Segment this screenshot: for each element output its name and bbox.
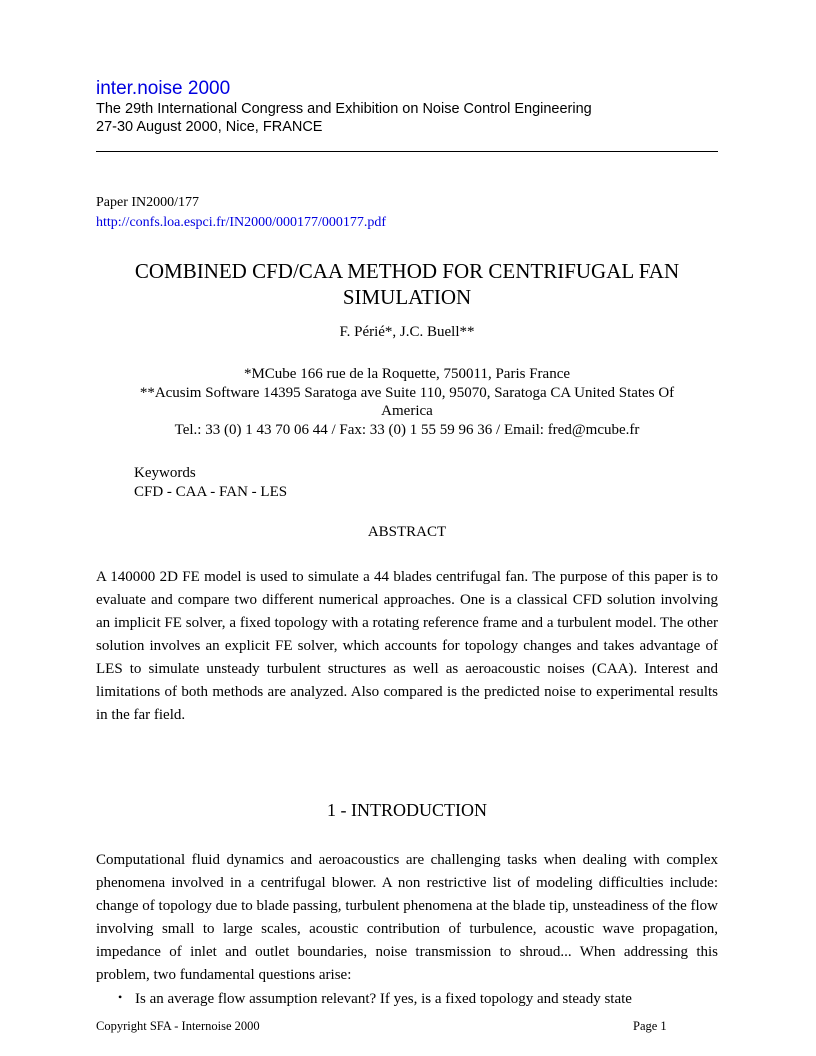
paper-title-line-1: COMBINED CFD/CAA METHOD FOR CENTRIFUGAL FAN	[134, 259, 680, 283]
affiliations	[96, 365, 718, 439]
conference-header	[96, 78, 718, 136]
affiliation-line: America	[381, 403, 433, 419]
bullet-text: Is an average flow assumption relevant? If yes, is a fixed topology and steady state	[135, 991, 632, 1007]
conference-name: inter.noise 2000	[96, 78, 231, 99]
paper-title-line-2: SIMULATION	[342, 285, 472, 309]
conference-full-title: The 29th International Congress and Exhibition on Noise Control Engineering	[96, 101, 592, 117]
conference-date-location: 27-30 August 2000, Nice, FRANCE	[96, 119, 323, 135]
footer-copyright: Copyright SFA - Internoise 2000	[96, 1019, 260, 1033]
footer-page-number: Page 1	[633, 1019, 667, 1033]
authors: F. Périé*, J.C. Buell**	[339, 324, 475, 340]
keywords-values: CFD - CAA - FAN - LES	[134, 483, 288, 500]
contact-line: Tel.: 33 (0) 1 43 70 06 44 / Fax: 33 (0) 1 55 59 96 36 / Email: fred@mcube.fr	[174, 421, 640, 438]
affiliation-line: *MCube 166 rue de la Roquette, 750011, Paris France	[243, 366, 571, 382]
affiliation-line: **Acusim Software 14395 Saratoga ave Suite 110, 95070, Saratoga CA United States Of	[139, 384, 675, 401]
paper-title	[96, 258, 718, 310]
list-item	[118, 986, 718, 1011]
introduction-text: Computational fluid dynamics and aeroacoustics are challenging tasks when dealing with complex phenomena involved in a centrifugal blower. A non restrictive list of modeling difficulties include: change of topology due to blade passing, turbulent phenomena at the blade tip, unsteadiness of the flow involving small to large scales, acoustic contribution of turbulence, acoustic wave propagation, impedance of inlet and outlet boundaries, noise transmission to shroud... When addressing this problem, two fundamental questions arise:	[96, 852, 718, 983]
bullet-icon: •	[118, 990, 123, 1004]
paper-url-link[interactable]: http://confs.loa.espci.fr/IN2000/000177/000177.pdf	[96, 215, 387, 230]
paper-id: Paper IN2000/177	[96, 195, 200, 210]
abstract-text: A 140000 2D FE model is used to simulate a 44 blades centrifugal fan. The purpose of this paper is to evaluate and compare two different numerical approaches. One is a classical CFD solution involving an implicit FE solver, a fixed topology with a rotating reference frame and a turbulent model. The other solution involves an explicit FE solver, which accounts for topology changes and takes advantage of LES to simulate unsteady turbulent structures as well as aeroacoustic noises (CAA). Interest and limitations of both methods are analyzed. Also compared is the predicted noise to experimental results in the far field.	[96, 569, 718, 723]
abstract-heading: ABSTRACT	[367, 524, 447, 540]
introduction-heading: 1 - INTRODUCTION	[327, 800, 487, 820]
keywords-label: Keywords	[134, 465, 196, 481]
keywords-section	[134, 464, 287, 501]
header-divider	[96, 151, 718, 152]
